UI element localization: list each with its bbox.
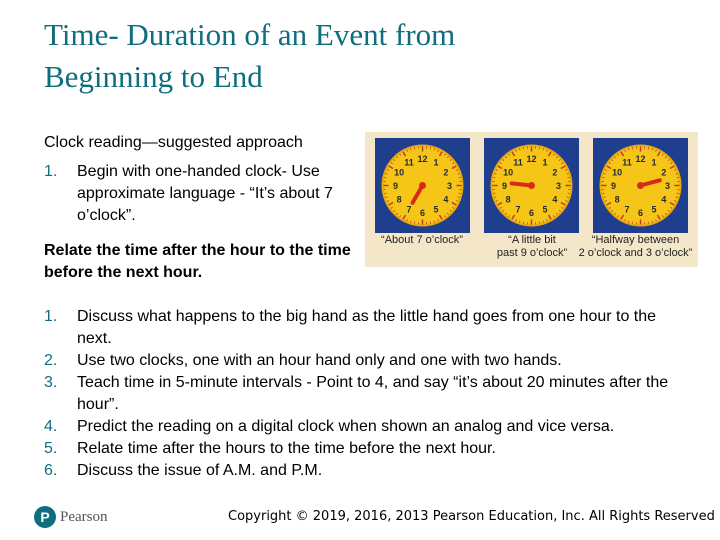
caption-line: past 9 o’clock” [496, 247, 568, 259]
clock-1-caption [367, 234, 477, 247]
clock-illustration [365, 132, 698, 267]
clock-numeral: 8 [505, 194, 511, 205]
clock-numeral: 8 [614, 194, 620, 205]
caption-line: 2 o’clock and 3 o’clock” [578, 247, 693, 259]
slide-title [44, 14, 684, 98]
clock-numeral: 10 [612, 167, 623, 178]
pearson-logo [34, 506, 108, 528]
clock-numeral: 3 [555, 181, 562, 191]
pearson-logo-mark: P [34, 506, 56, 528]
clock-numeral: 5 [542, 204, 548, 215]
pearson-logo-text: Pearson [60, 508, 108, 525]
clock-numeral: 7 [515, 204, 521, 215]
list-text: Relate time after the hours to the time before the next hour. [77, 440, 496, 457]
clock-numeral: 3 [446, 181, 453, 191]
main-list [44, 306, 694, 482]
clock-3-frame [593, 138, 688, 233]
list-item [44, 438, 694, 460]
caption-line: “About 7 o’clock” [381, 234, 463, 246]
clock-numeral: 5 [433, 204, 439, 215]
clock-numeral: 1 [651, 157, 657, 168]
clock-numeral: 11 [404, 157, 414, 168]
clock-1 [375, 138, 470, 233]
clock-numeral: 6 [528, 208, 535, 218]
clock-numeral: 5 [651, 204, 657, 215]
clock-numeral: 4 [443, 194, 449, 205]
clock-numeral: 11 [513, 157, 523, 168]
clock-numeral: 10 [394, 167, 405, 178]
clock-numeral: 1 [433, 157, 439, 168]
clock-center-pin [528, 182, 535, 189]
list-number: 3. [44, 374, 58, 391]
clock-numeral: 12 [635, 154, 646, 164]
list-item [44, 460, 694, 482]
clock-numeral: 11 [622, 157, 632, 168]
clock-numeral: 8 [396, 194, 402, 205]
list-item [44, 372, 694, 416]
list-item [44, 416, 694, 438]
list-text: Predict the reading on a digital clock when shown an analog and vice versa. [77, 418, 615, 435]
clock-numeral: 7 [624, 204, 630, 215]
list-text: Use two clocks, one with an hour hand only and one with two hands. [77, 352, 562, 369]
clock-numeral: 4 [661, 194, 667, 205]
caption-line: “A little bit [508, 234, 556, 246]
list-text: Discuss what happens to the big hand as the little hand goes from one hour to the next. [77, 308, 657, 347]
list-number: 2. [44, 352, 58, 369]
clock-numeral: 4 [552, 194, 558, 205]
list-number: 6. [44, 462, 58, 479]
list-number: 1. [44, 308, 58, 325]
list-text: Begin with one-handed clock- Use approximate language - “It’s about 7 o’clock”. [77, 163, 333, 224]
clock-numeral: 9 [392, 181, 399, 191]
list-number: 5. [44, 440, 58, 457]
clock-3 [593, 138, 688, 233]
list-text: Discuss the issue of A.M. and P.M. [77, 462, 323, 479]
clock-2 [484, 138, 579, 233]
caption-line: “Halfway between [591, 234, 680, 246]
title-line-2: Beginning to End [44, 59, 263, 94]
intro-heading: Clock reading—suggested approach [44, 134, 303, 151]
clock-numeral: 2 [661, 167, 667, 178]
clock-numeral: 6 [419, 208, 426, 218]
intro-list [44, 161, 354, 227]
list-number: 4. [44, 418, 58, 435]
clock-3-caption [573, 234, 698, 260]
list-text: Teach time in 5-minute intervals - Point to 4, and say “it’s about 20 minutes after the hour”. [77, 374, 669, 413]
list-item [44, 306, 694, 350]
list-item [44, 161, 354, 227]
clock-numeral: 9 [610, 181, 617, 191]
list-item [44, 350, 694, 372]
clock-numeral: 2 [443, 167, 449, 178]
list-number: 1. [44, 163, 58, 180]
clock-numeral: 12 [526, 154, 537, 164]
clock-2-caption [477, 234, 587, 260]
clock-numeral: 6 [637, 208, 644, 218]
clock-numeral: 10 [503, 167, 514, 178]
clock-numeral: 2 [552, 167, 558, 178]
relate-statement: Relate the time after the hour to the time before the next hour. [44, 242, 351, 281]
clock-1-frame [375, 138, 470, 233]
clock-2-frame [484, 138, 579, 233]
clock-numeral: 1 [542, 157, 548, 168]
title-line-1: Time- Duration of an Event from [44, 17, 456, 52]
copyright-text: Copyright © 2019, 2016, 2013 Pearson Education, Inc. All Rights Reserved [228, 509, 715, 524]
clock-numeral: 9 [501, 181, 508, 191]
clock-center-pin [637, 182, 644, 189]
clock-center-pin [419, 182, 426, 189]
clock-numeral: 3 [664, 181, 671, 191]
clock-numeral: 12 [417, 154, 428, 164]
clock-numeral: 7 [406, 204, 412, 215]
